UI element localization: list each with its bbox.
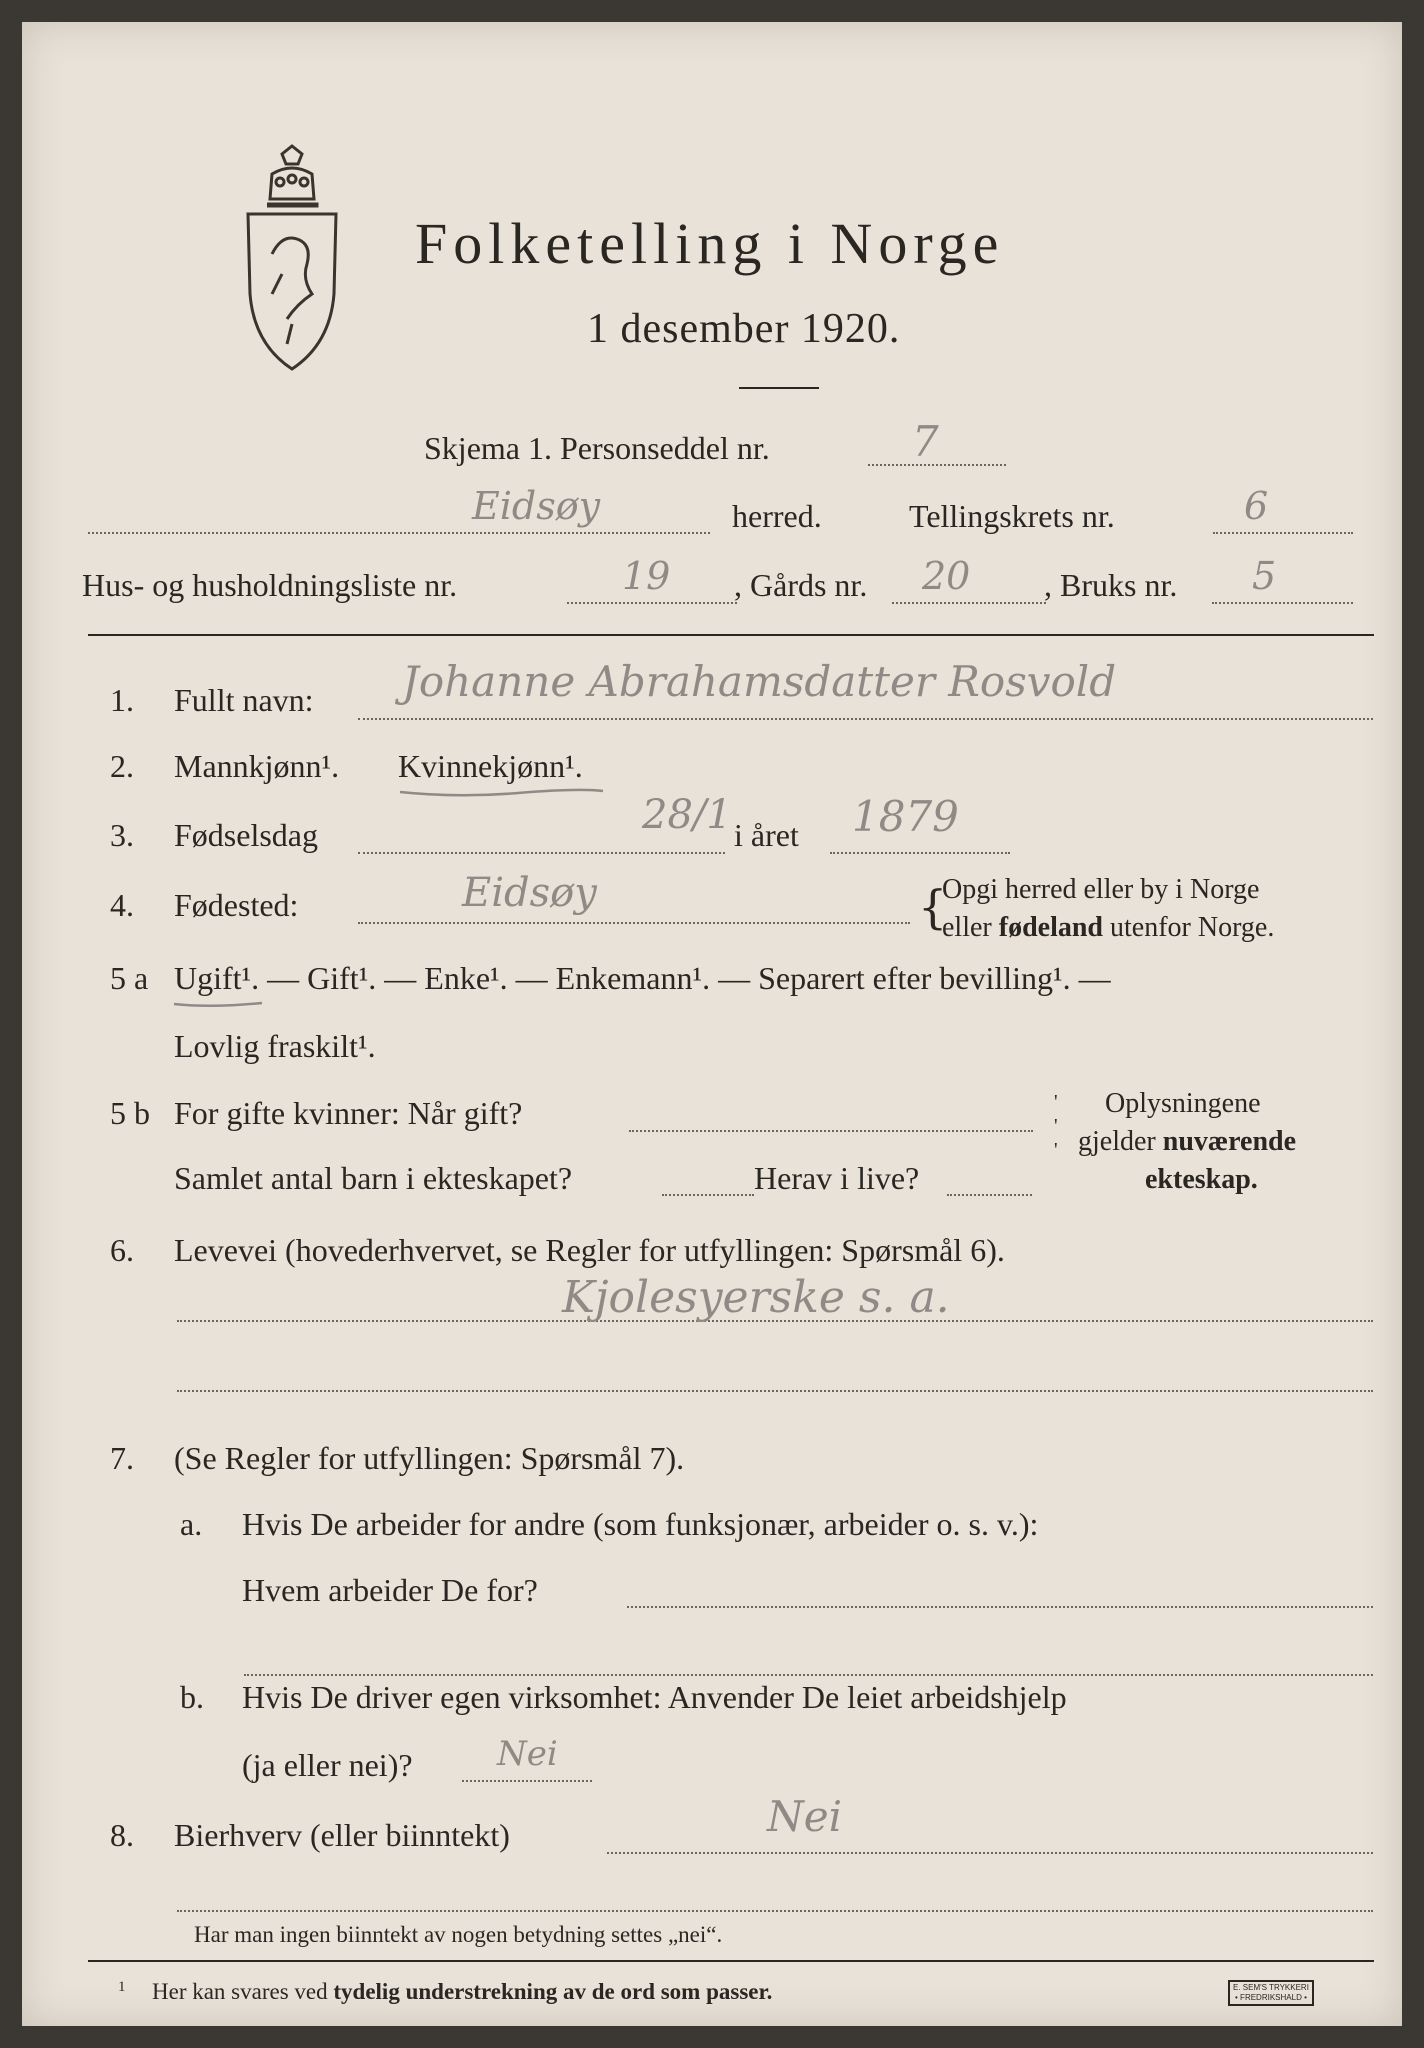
title-divider <box>739 387 819 389</box>
form-title: Folketelling i Norge <box>415 211 1005 276</box>
q7b-value: Nei <box>497 1734 558 1774</box>
tellingskrets-line <box>1213 532 1353 534</box>
q5b-note-line1: Oplysningene <box>1105 1088 1261 1119</box>
q4-value: Eidsøy <box>462 870 597 916</box>
bruks-line <box>1212 602 1353 604</box>
q5b-label: For gifte kvinner: Når gift? <box>174 1095 523 1131</box>
hus-label: Hus- og husholdningsliste nr. <box>82 567 458 603</box>
q6-line-2 <box>177 1390 1373 1392</box>
q2-kvinnekjonn: Kvinnekjønn¹. <box>398 748 583 784</box>
q3-number: 3. <box>110 817 134 853</box>
q7b-yesno-line <box>462 1780 592 1782</box>
q3-year-label: i året <box>734 817 799 853</box>
census-form-paper <box>22 22 1402 2026</box>
q3-day-line <box>358 852 725 854</box>
q1-number: 1. <box>110 682 134 718</box>
tellingskrets-value: 6 <box>1244 484 1269 528</box>
q5b-note-line2: gjelder nuværende <box>1078 1126 1297 1157</box>
q5b-note-brace: ' ' ' <box>1054 1091 1058 1161</box>
q7a-text: Hvis De arbeider for andre (som funksjonær, arbeider o. s. v.): <box>242 1506 1039 1542</box>
q6-number: 6. <box>110 1232 134 1268</box>
schema-nr-value: 7 <box>912 417 939 466</box>
q4-brace: { <box>918 880 948 934</box>
q3-year-line <box>830 852 1010 854</box>
coat-of-arms-icon <box>242 144 342 374</box>
q7-label: (Se Regler for utfyllingen: Spørsmål 7). <box>174 1440 685 1476</box>
q1-line <box>358 718 1373 720</box>
q4-number: 4. <box>110 887 134 923</box>
gaards-line <box>892 602 1046 604</box>
q7a-line-2 <box>244 1674 1373 1676</box>
q7b-yesno-label: (ja eller nei)? <box>242 1747 413 1783</box>
q1-value: Johanne Abrahamsdatter Rosvold <box>402 657 1117 706</box>
q5b-children-label: Samlet antal barn i ekteskapet? <box>174 1160 573 1196</box>
q5a-ugift-underline <box>172 998 267 1010</box>
schema-label: Skjema 1. Personseddel nr. <box>424 430 770 466</box>
hus-value: 19 <box>622 554 671 598</box>
q5b-when-line <box>629 1130 1033 1132</box>
gaards-label: , Gårds nr. <box>734 567 868 603</box>
footer-rule <box>88 1960 1374 1962</box>
q6-label: Levevei (hovederhvervet, se Regler for utfyllingen: Spørsmål 6). <box>174 1232 1005 1268</box>
herred-label: herred. <box>732 498 822 534</box>
q4-note-line1: Opgi herred eller by i Norge <box>942 874 1260 905</box>
gaards-value: 20 <box>922 554 971 598</box>
bottom-note: Har man ingen biinntekt av nogen betydning settes „nei“. <box>194 1922 723 1947</box>
q1-label: Fullt navn: <box>174 682 314 718</box>
q7a-who-label: Hvem arbeider De for? <box>242 1572 538 1608</box>
q5b-alive-label: Herav i live? <box>754 1160 920 1196</box>
q7-number: 7. <box>110 1440 134 1476</box>
herred-value: Eidsøy <box>472 484 601 528</box>
q8-label: Bierhverv (eller biinntekt) <box>174 1817 510 1853</box>
q4-note-line2: eller fødeland utenfor Norge. <box>942 912 1275 943</box>
q3-label: Fødselsdag <box>174 817 318 853</box>
q7a-number: a. <box>180 1506 203 1542</box>
header-rule <box>88 634 1374 636</box>
q7a-who-line <box>627 1606 1373 1608</box>
q3-day-value: 28/1 <box>642 792 732 838</box>
q6-value: Kjolesyerske s. a. <box>562 1272 950 1323</box>
q5b-note-line3: ekteskap. <box>1145 1164 1258 1195</box>
q5a-options: Ugift¹. — Gift¹. — Enke¹. — Enkemann¹. — Separert efter bevilling¹. — <box>174 960 1111 996</box>
tellingskrets-label: Tellingskrets nr. <box>909 498 1115 534</box>
footnote-number: 1 <box>118 1979 126 1995</box>
q5b-children-line <box>662 1194 754 1196</box>
bruks-value: 5 <box>1252 554 1277 598</box>
q4-line <box>358 922 910 924</box>
q8-value: Nei <box>767 1792 843 1841</box>
census-date: 1 desember 1920. <box>587 306 901 352</box>
q5b-number: 5 b <box>110 1095 150 1131</box>
q8-line-2 <box>177 1910 1373 1912</box>
herred-line <box>88 532 710 534</box>
q3-year-value: 1879 <box>852 792 959 841</box>
q7b-number: b. <box>180 1679 204 1715</box>
printer-stamp: E. SEM'S TRYKKERI • FREDRIKSHALD • <box>1228 1980 1314 2006</box>
q8-number: 8. <box>110 1817 134 1853</box>
q8-line <box>607 1852 1373 1854</box>
q4-label: Fødested: <box>174 887 299 923</box>
q2-mannkjonn: Mannkjønn¹. <box>174 748 340 784</box>
q2-number: 2. <box>110 748 134 784</box>
q2-kvinne-underline <box>398 786 608 800</box>
q5b-alive-line <box>947 1194 1032 1196</box>
bruks-label: , Bruks nr. <box>1044 567 1178 603</box>
hus-line <box>567 602 737 604</box>
q5a-number: 5 a <box>110 960 149 996</box>
footnote-text: Her kan svares ved tydelig understrekning av de ord som passer. <box>152 1979 773 2004</box>
q7b-text: Hvis De driver egen virksomhet: Anvender De leiet arbeidshjelp <box>242 1679 1067 1715</box>
q5a-options-line2: Lovlig fraskilt¹. <box>174 1028 376 1064</box>
